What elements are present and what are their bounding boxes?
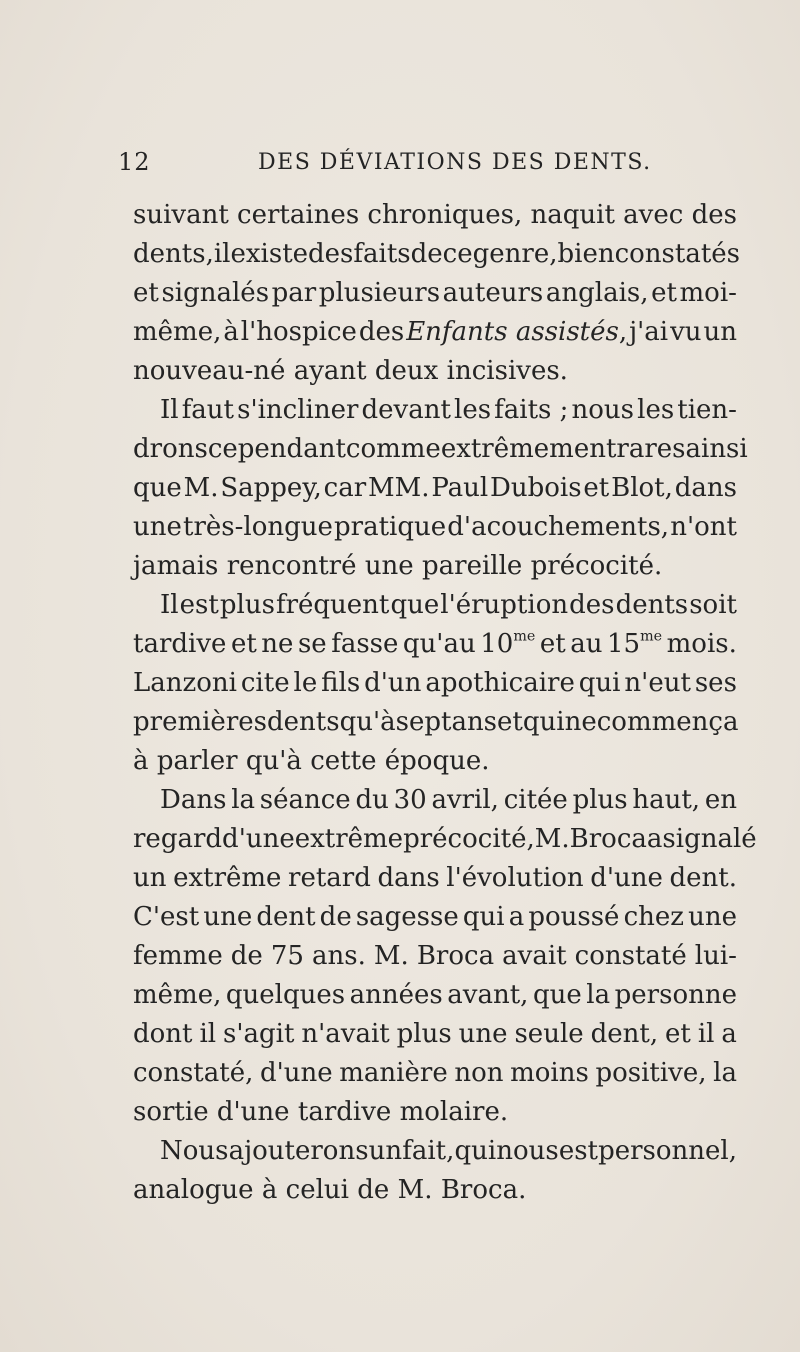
word: que bbox=[532, 980, 582, 1010]
word: devant bbox=[361, 395, 451, 425]
word: Dans bbox=[160, 785, 227, 815]
word: et bbox=[133, 278, 159, 308]
word: l'éruption bbox=[440, 590, 569, 620]
word: moi- bbox=[679, 278, 737, 308]
text-line bbox=[133, 859, 737, 898]
word: chez bbox=[623, 902, 684, 932]
word: de bbox=[357, 1175, 390, 1205]
word: sortie bbox=[133, 1097, 209, 1127]
word: qui bbox=[522, 707, 565, 737]
word: Dubois bbox=[490, 473, 582, 503]
word: par bbox=[271, 278, 317, 308]
word: de bbox=[319, 902, 352, 932]
word: rares bbox=[616, 434, 686, 464]
word: dont bbox=[133, 1019, 193, 1049]
text-line bbox=[133, 196, 737, 235]
text-line bbox=[133, 976, 737, 1015]
word: Broca bbox=[569, 824, 647, 854]
word: des bbox=[308, 239, 354, 269]
word: nous bbox=[571, 395, 635, 425]
text-line bbox=[133, 1171, 737, 1210]
word: ans bbox=[451, 707, 498, 737]
word: cette bbox=[310, 746, 377, 776]
word: quelques bbox=[225, 980, 346, 1010]
running-head bbox=[118, 148, 738, 182]
word: même, bbox=[133, 317, 222, 347]
word: moins bbox=[510, 1058, 589, 1088]
word: d'un bbox=[364, 668, 422, 698]
word: non bbox=[454, 1058, 504, 1088]
word: personnel, bbox=[598, 1136, 737, 1166]
word: constaté, bbox=[133, 1058, 254, 1088]
word: ainsi bbox=[685, 434, 748, 464]
word: apothicaire bbox=[425, 668, 575, 698]
word: tien- bbox=[677, 395, 737, 425]
word: dent bbox=[256, 902, 316, 932]
word: d'une bbox=[222, 824, 295, 854]
word: comme bbox=[345, 434, 441, 464]
text-line bbox=[133, 391, 737, 430]
word: précocité, bbox=[403, 824, 535, 854]
word: que bbox=[390, 590, 440, 620]
word: genre, bbox=[472, 239, 558, 269]
word: faut bbox=[181, 395, 235, 425]
word: a bbox=[508, 902, 525, 932]
word: auteurs bbox=[442, 278, 544, 308]
text-line bbox=[133, 898, 737, 937]
word: retard bbox=[288, 863, 371, 893]
word: extrêmement bbox=[440, 434, 617, 464]
word: dans bbox=[674, 473, 737, 503]
word: un bbox=[703, 317, 737, 347]
word: des bbox=[691, 200, 737, 230]
word: deux bbox=[374, 356, 439, 386]
text-line bbox=[133, 1015, 737, 1054]
word: une bbox=[458, 1019, 508, 1049]
word: qui bbox=[578, 668, 621, 698]
word: tardive bbox=[133, 629, 227, 659]
word: d'une bbox=[216, 1097, 290, 1127]
word: signalé bbox=[662, 824, 757, 854]
word: signalés bbox=[161, 278, 270, 308]
word: et bbox=[651, 278, 677, 308]
word: des bbox=[358, 317, 405, 347]
word: à bbox=[133, 746, 149, 776]
word: dent. bbox=[669, 863, 737, 893]
word: regard bbox=[133, 824, 223, 854]
word: drons bbox=[133, 434, 208, 464]
word: j'ai bbox=[629, 317, 669, 347]
word: l'hospice bbox=[240, 317, 357, 347]
word: Il bbox=[160, 395, 179, 425]
text-line bbox=[133, 781, 737, 820]
word: positive, bbox=[595, 1058, 707, 1088]
word: dents, bbox=[133, 239, 214, 269]
word: fasse bbox=[331, 629, 399, 659]
word: est bbox=[558, 1136, 598, 1166]
word: il bbox=[697, 1019, 715, 1049]
text-line bbox=[133, 274, 737, 313]
word: anglais, bbox=[545, 278, 649, 308]
word: premières bbox=[133, 707, 267, 737]
text-line bbox=[133, 742, 737, 781]
text-line bbox=[133, 625, 737, 664]
text-line bbox=[133, 508, 737, 547]
text-line bbox=[133, 937, 737, 976]
word: dents bbox=[615, 590, 689, 620]
word: Lanzoni bbox=[133, 668, 237, 698]
word: $10^{me}$ bbox=[480, 628, 536, 659]
word: qui bbox=[454, 1136, 497, 1166]
word: même, bbox=[133, 980, 222, 1010]
word: s'incliner bbox=[237, 395, 359, 425]
word: du bbox=[355, 785, 389, 815]
word: chroniques, bbox=[367, 200, 523, 230]
word: M. bbox=[373, 941, 409, 971]
word: de bbox=[230, 941, 263, 971]
word: citée bbox=[503, 785, 568, 815]
word: s'agit bbox=[223, 1019, 295, 1049]
word: plus bbox=[572, 785, 628, 815]
word: Sappey, bbox=[220, 473, 322, 503]
word: vu bbox=[670, 317, 702, 347]
word: la bbox=[231, 785, 256, 815]
word: un bbox=[133, 863, 167, 893]
word: mois. bbox=[666, 629, 737, 659]
word: avant, bbox=[447, 980, 529, 1010]
word: très-longue bbox=[183, 512, 333, 542]
word: une bbox=[133, 512, 182, 542]
word: ce bbox=[442, 239, 473, 269]
word: MM. bbox=[367, 473, 430, 503]
word: cependant bbox=[207, 434, 346, 464]
word: seule bbox=[514, 1019, 584, 1049]
word: C'est bbox=[133, 902, 200, 932]
word: une bbox=[364, 551, 414, 581]
word: jamais bbox=[133, 551, 219, 581]
word: époque. bbox=[384, 746, 490, 776]
word: à bbox=[223, 317, 239, 347]
word: fait, bbox=[402, 1136, 455, 1166]
text-line bbox=[133, 313, 737, 352]
word: fils bbox=[321, 668, 361, 698]
word: il bbox=[199, 1019, 217, 1049]
word: précocité. bbox=[530, 551, 663, 581]
word: cite bbox=[240, 668, 290, 698]
word: rencontré bbox=[226, 551, 357, 581]
word: celui bbox=[285, 1175, 349, 1205]
word: n'ont bbox=[670, 512, 737, 542]
word: années bbox=[349, 980, 443, 1010]
word: manière bbox=[339, 1058, 448, 1088]
word: constatés bbox=[614, 239, 741, 269]
word: dans bbox=[377, 863, 440, 893]
word: qu'à bbox=[245, 746, 302, 776]
word: ses bbox=[694, 668, 737, 698]
word: faits bbox=[353, 239, 411, 269]
word: Nous bbox=[160, 1136, 229, 1166]
word: ne bbox=[261, 629, 294, 659]
word: qui bbox=[462, 902, 505, 932]
word: avait bbox=[502, 941, 567, 971]
word: M. bbox=[534, 824, 570, 854]
word: Broca bbox=[416, 941, 495, 971]
word: haut, bbox=[632, 785, 701, 815]
word: un bbox=[368, 1136, 403, 1166]
word: Paul bbox=[431, 473, 489, 503]
word: $15^{me}$ bbox=[607, 628, 663, 659]
word: fréquent bbox=[275, 590, 390, 620]
word: en bbox=[704, 785, 737, 815]
text-line bbox=[133, 547, 737, 586]
word: une bbox=[688, 902, 737, 932]
word: certaines bbox=[237, 200, 360, 230]
word: séance bbox=[259, 785, 351, 815]
word: commença bbox=[596, 707, 739, 737]
running-title: DES DÉVIATIONS DES DENTS. bbox=[258, 150, 652, 175]
word: molaire. bbox=[399, 1097, 509, 1127]
word: se bbox=[297, 629, 327, 659]
word: lui- bbox=[694, 941, 737, 971]
text-line bbox=[133, 1054, 737, 1093]
word: d'acouchements, bbox=[447, 512, 670, 542]
word: qu'à bbox=[339, 707, 396, 737]
word: la bbox=[586, 980, 611, 1010]
word: et bbox=[583, 473, 610, 503]
text-line bbox=[133, 1093, 737, 1132]
word: poussé bbox=[528, 902, 620, 932]
word: le bbox=[293, 668, 318, 698]
word: nous bbox=[496, 1136, 559, 1166]
word: la bbox=[713, 1058, 737, 1088]
word: 75 bbox=[270, 941, 304, 971]
word: personne bbox=[614, 980, 737, 1010]
word: constaté bbox=[574, 941, 687, 971]
word: dents bbox=[266, 707, 340, 737]
word: et bbox=[230, 629, 257, 659]
word: Enfants assistés, bbox=[406, 317, 628, 347]
word: car bbox=[323, 473, 367, 503]
word: M. bbox=[183, 473, 219, 503]
page-number: 12 bbox=[118, 148, 151, 176]
word: Il bbox=[160, 590, 179, 620]
word: et bbox=[665, 1019, 691, 1049]
word: n'avait bbox=[301, 1019, 390, 1049]
word: naquit bbox=[530, 200, 615, 230]
word: existe bbox=[230, 239, 309, 269]
word: pratique bbox=[334, 512, 447, 542]
word: sept bbox=[395, 707, 452, 737]
word: au bbox=[570, 629, 603, 659]
word: faits ; bbox=[494, 395, 569, 425]
word: parler bbox=[156, 746, 238, 776]
word: plus bbox=[396, 1019, 452, 1049]
word: et bbox=[497, 707, 523, 737]
word: d'une bbox=[590, 863, 663, 893]
word: Blot, bbox=[611, 473, 673, 503]
word: ne bbox=[564, 707, 597, 737]
body-text bbox=[133, 196, 757, 1210]
word: n'eut bbox=[624, 668, 691, 698]
word: a bbox=[646, 824, 663, 854]
word: M. bbox=[397, 1175, 433, 1205]
word: dent, bbox=[590, 1019, 659, 1049]
word: extrême bbox=[173, 863, 282, 893]
word: est bbox=[179, 590, 219, 620]
word: les bbox=[454, 395, 492, 425]
word: de bbox=[410, 239, 443, 269]
word: pareille bbox=[422, 551, 523, 581]
word: plus bbox=[219, 590, 275, 620]
word: suivant bbox=[133, 200, 229, 230]
word: ayant bbox=[293, 356, 367, 386]
word: tardive bbox=[297, 1097, 392, 1127]
word: femme bbox=[133, 941, 223, 971]
word: à bbox=[261, 1175, 278, 1205]
word: l'évolution bbox=[446, 863, 584, 893]
word: des bbox=[569, 590, 615, 620]
word: il bbox=[213, 239, 231, 269]
word: extrême bbox=[294, 824, 404, 854]
word: d'une bbox=[259, 1058, 333, 1088]
text-line bbox=[133, 235, 741, 274]
word: 30 bbox=[393, 785, 427, 815]
text-line bbox=[133, 430, 748, 469]
word: a bbox=[721, 1019, 737, 1049]
word: incisives. bbox=[446, 356, 568, 386]
word: les bbox=[637, 395, 675, 425]
word: ajouterons bbox=[228, 1136, 369, 1166]
word: analogue bbox=[133, 1175, 254, 1205]
word: une bbox=[203, 902, 253, 932]
word: bien bbox=[557, 239, 615, 269]
word: plusieurs bbox=[318, 278, 441, 308]
text-line bbox=[133, 703, 737, 742]
word: et bbox=[539, 629, 566, 659]
word: avril, bbox=[431, 785, 499, 815]
word: ans. bbox=[311, 941, 366, 971]
text-line bbox=[133, 664, 737, 703]
text-line bbox=[133, 469, 737, 508]
word: que bbox=[133, 473, 182, 503]
text-line bbox=[133, 820, 757, 859]
word: Broca. bbox=[440, 1175, 527, 1205]
text-line bbox=[133, 1132, 737, 1171]
text-line bbox=[133, 586, 737, 625]
word: avec bbox=[623, 200, 684, 230]
word: nouveau-né bbox=[133, 356, 286, 386]
word: qu'au bbox=[402, 629, 476, 659]
word: sagesse bbox=[355, 902, 459, 932]
text-line bbox=[133, 352, 737, 391]
word: soit bbox=[689, 590, 737, 620]
